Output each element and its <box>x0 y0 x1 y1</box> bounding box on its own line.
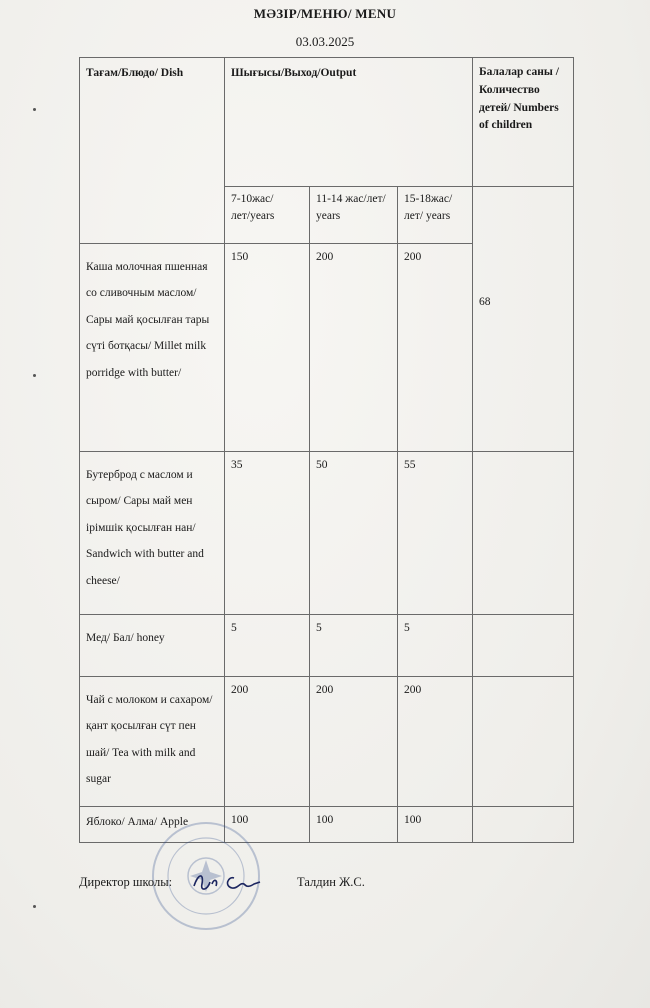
output-15-18: 200 <box>398 677 473 807</box>
children-empty-cell <box>473 677 574 807</box>
output-15-18: 200 <box>398 244 473 452</box>
output-7-10: 35 <box>225 452 310 615</box>
margin-dot <box>33 108 36 111</box>
age-group-11-14: 11-14 жас/лет/ years <box>310 187 398 244</box>
director-signature <box>188 864 268 898</box>
output-7-10: 200 <box>225 677 310 807</box>
director-label: Директор школы: <box>79 875 173 889</box>
header-children: Балалар саны /Количество детей/ Numbers of children <box>473 58 574 187</box>
children-empty-cell <box>473 452 574 615</box>
dish-apple: Яблоко/ Алма/ Apple <box>80 807 225 843</box>
director-name: Талдин Ж.С. <box>297 875 365 889</box>
table-row <box>80 452 574 615</box>
table-row <box>80 677 574 807</box>
output-7-10: 150 <box>225 244 310 452</box>
output-7-10: 5 <box>225 615 310 677</box>
output-15-18: 5 <box>398 615 473 677</box>
dish-sandwich: Бутерброд с маслом и сыром/ Сары май мен ірімшік қосылған нан/ Sandwich with butter and cheese/ <box>80 452 225 615</box>
children-count: 68 <box>473 187 574 452</box>
header-dish: Тағам/Блюдо/ Dish <box>80 58 225 244</box>
age-group-7-10: 7-10жас/лет/years <box>225 187 310 244</box>
dish-tea: Чай с молоком и сахаром/қант қосылған сүт пен шай/ Tea with milk and sugar <box>80 677 225 807</box>
output-11-14: 200 <box>310 677 398 807</box>
dish-honey: Мед/ Бал/ honey <box>80 615 225 677</box>
output-15-18: 100 <box>398 807 473 843</box>
header-output: Шығысы/Выход/Output <box>225 58 473 187</box>
output-11-14: 100 <box>310 807 398 843</box>
margin-dot <box>33 905 36 908</box>
output-11-14: 5 <box>310 615 398 677</box>
page-title: МӘЗІР/МЕНЮ/ MENU <box>253 6 397 21</box>
output-11-14: 200 <box>310 244 398 452</box>
menu-table <box>79 57 574 843</box>
output-11-14: 50 <box>310 452 398 615</box>
table-row <box>80 615 574 677</box>
age-group-15-18: 15-18жас/лет/ years <box>398 187 473 244</box>
menu-date: 03.03.2025 <box>295 34 355 49</box>
margin-dot <box>33 374 36 377</box>
output-7-10: 100 <box>225 807 310 843</box>
children-empty-cell <box>473 615 574 677</box>
children-empty-cell <box>473 807 574 843</box>
dish-porridge: Каша молочная пшенная со сливочным маслом/ Сары май қосылған тары сүті ботқасы/ Millet milk porridge with butter/ <box>80 244 225 452</box>
output-15-18: 55 <box>398 452 473 615</box>
